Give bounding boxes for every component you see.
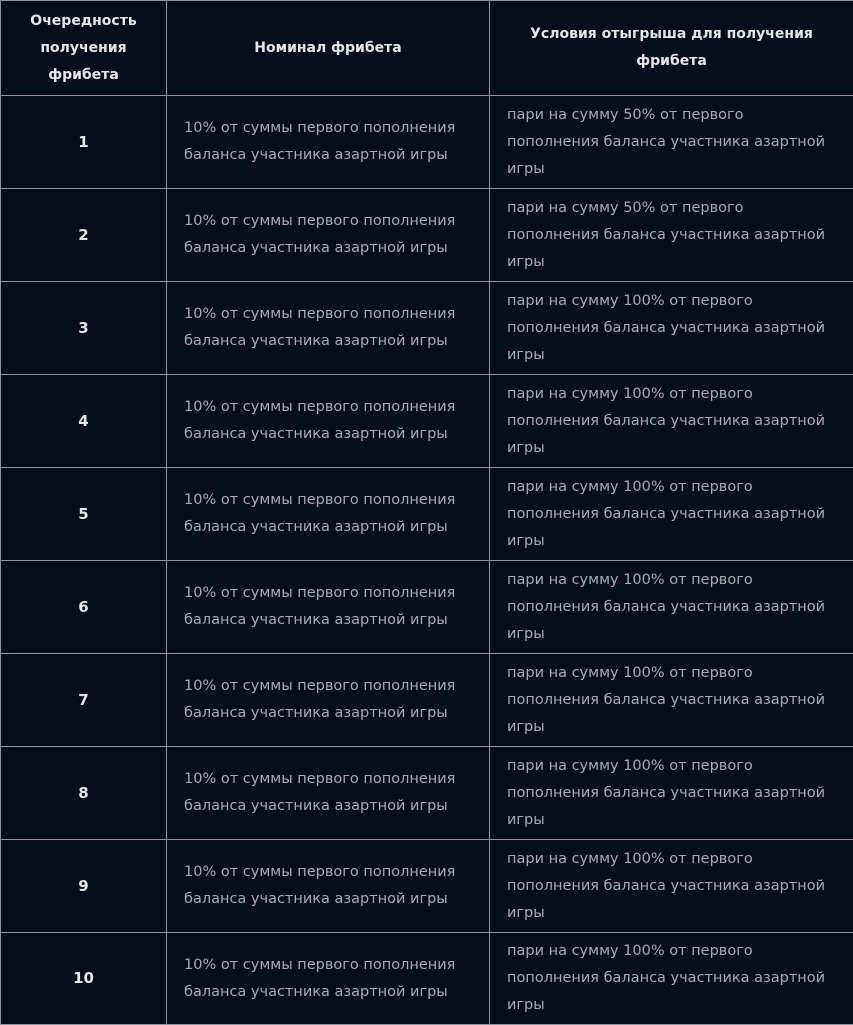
table-row: [1, 375, 853, 468]
order-cell: 10: [1, 933, 167, 1025]
nominal-cell: 10% от суммы первого пополнения баланса участника азартной игры: [167, 747, 490, 840]
header-order: Очередность получения фрибета: [1, 1, 167, 96]
conditions-cell: пари на сумму 100% от первого пополнения баланса участника азартной игры: [490, 282, 853, 375]
table-row: [1, 933, 853, 1025]
table-row: [1, 468, 853, 561]
nominal-cell: 10% от суммы первого пополнения баланса участника азартной игры: [167, 282, 490, 375]
nominal-cell: 10% от суммы первого пополнения баланса участника азартной игры: [167, 189, 490, 282]
header-conditions: Условия отыгрыша для получения фрибета: [490, 1, 853, 96]
conditions-cell: пари на сумму 100% от первого пополнения баланса участника азартной игры: [490, 375, 853, 468]
order-cell: 2: [1, 189, 167, 282]
conditions-cell: пари на сумму 100% от первого пополнения баланса участника азартной игры: [490, 933, 853, 1025]
conditions-cell: пари на сумму 50% от первого пополнения баланса участника азартной игры: [490, 189, 853, 282]
table-header-row: [1, 1, 853, 96]
conditions-cell: пари на сумму 100% от первого пополнения баланса участника азартной игры: [490, 561, 853, 654]
order-cell: 6: [1, 561, 167, 654]
nominal-cell: 10% от суммы первого пополнения баланса участника азартной игры: [167, 840, 490, 933]
order-cell: 1: [1, 96, 167, 189]
conditions-cell: пари на сумму 100% от первого пополнения баланса участника азартной игры: [490, 468, 853, 561]
order-cell: 4: [1, 375, 167, 468]
conditions-cell: пари на сумму 100% от первого пополнения баланса участника азартной игры: [490, 747, 853, 840]
order-cell: 3: [1, 282, 167, 375]
nominal-cell: 10% от суммы первого пополнения баланса участника азартной игры: [167, 561, 490, 654]
conditions-cell: пари на сумму 100% от первого пополнения баланса участника азартной игры: [490, 840, 853, 933]
table-body: [1, 96, 853, 1025]
header-nominal: Номинал фрибета: [167, 1, 490, 96]
order-cell: 8: [1, 747, 167, 840]
nominal-cell: 10% от суммы первого пополнения баланса участника азартной игры: [167, 375, 490, 468]
conditions-cell: пари на сумму 100% от первого пополнения баланса участника азартной игры: [490, 654, 853, 747]
nominal-cell: 10% от суммы первого пополнения баланса участника азартной игры: [167, 654, 490, 747]
nominal-cell: 10% от суммы первого пополнения баланса участника азартной игры: [167, 468, 490, 561]
table-row: [1, 282, 853, 375]
table-row: [1, 747, 853, 840]
table-row: [1, 654, 853, 747]
order-cell: 7: [1, 654, 167, 747]
table-row: [1, 189, 853, 282]
table-row: [1, 96, 853, 189]
nominal-cell: 10% от суммы первого пополнения баланса участника азартной игры: [167, 933, 490, 1025]
table-head: [1, 1, 853, 96]
table-row: [1, 561, 853, 654]
order-cell: 9: [1, 840, 167, 933]
nominal-cell: 10% от суммы первого пополнения баланса участника азартной игры: [167, 96, 490, 189]
conditions-cell: пари на сумму 50% от первого пополнения баланса участника азартной игры: [490, 96, 853, 189]
order-cell: 5: [1, 468, 167, 561]
table-row: [1, 840, 853, 933]
